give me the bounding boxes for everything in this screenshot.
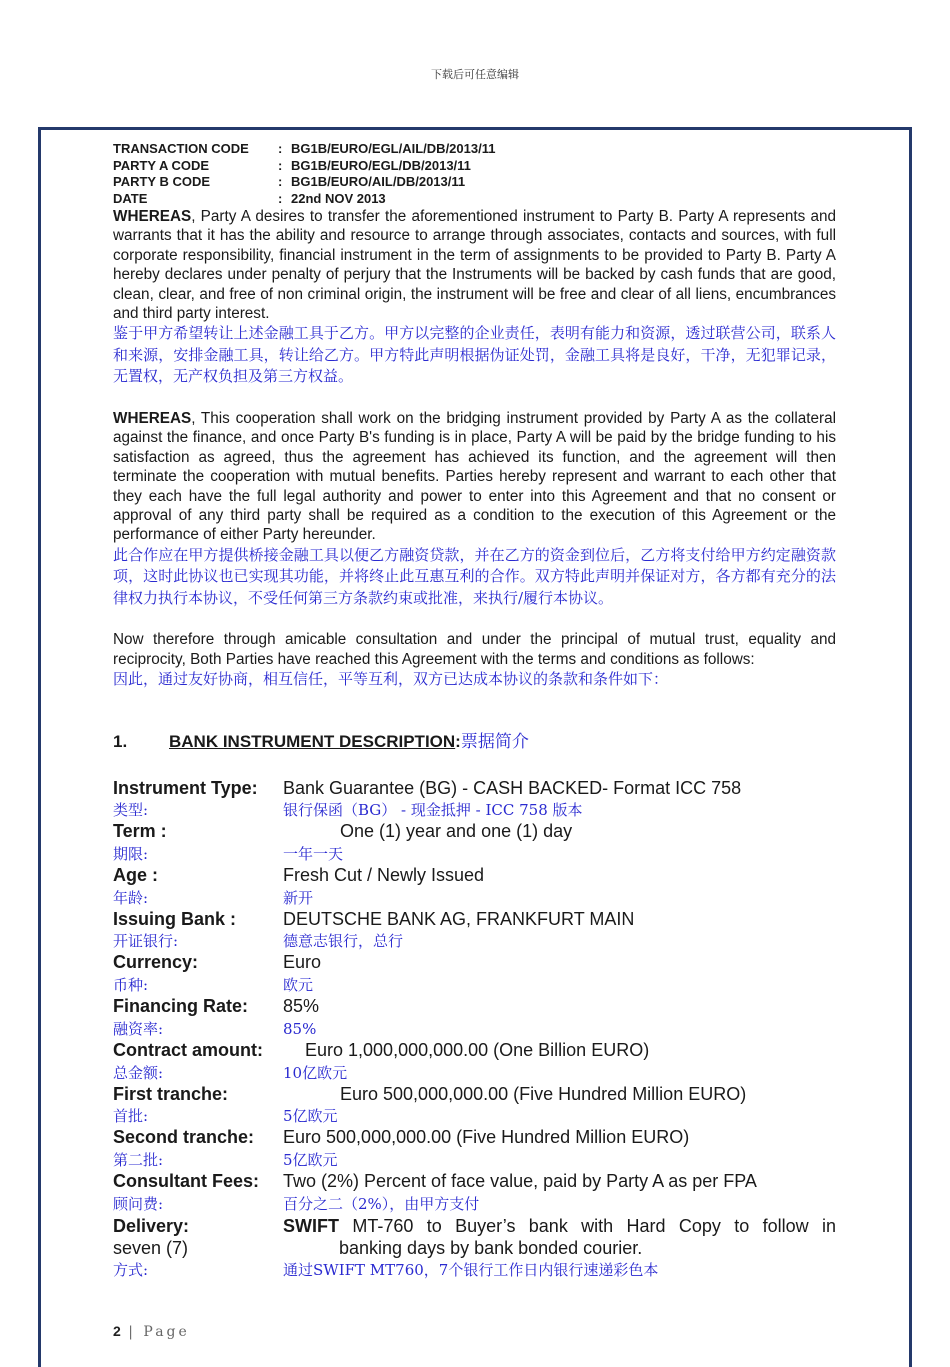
detail-row: Issuing Bank : DEUTSCHE BANK AG, FRANKFURT MAIN [113, 908, 635, 929]
therefore-paragraph-cn: 因此，通过友好协商，相互信任，平等互利，双方已达成本协议的条款和条件如下： [113, 670, 669, 689]
detail-row: First tranche: Euro 500,000,000.00 (Five Hundred Million EURO) [113, 1083, 747, 1104]
delivery-row-cn: 方式: 通过SWIFT MT760，7个银行工作日内银行速递彩色本 [113, 1260, 659, 1279]
detail-row: Financing Rate: 85% [113, 996, 320, 1017]
delivery-row-2: seven (7) banking days by bank bonded courier. [113, 1237, 643, 1258]
detail-row-cn: 类型: 银行保函（BG） - 现金抵押 - ICC 758 版本 [113, 801, 583, 820]
header-note: 下载后可任意编辑 [431, 68, 519, 81]
code-row: PARTY A CODE : BG1B/EURO/EGL/DB/2013/11 [113, 157, 471, 173]
detail-row: Contract amount: Euro 1,000,000,000.00 (One Billion EURO) [113, 1039, 650, 1060]
code-row: PARTY B CODE : BG1B/EURO/AIL/DB/2013/11 [113, 174, 466, 189]
detail-row: Consultant Fees: Two (2%) Percent of face value, paid by Party A as per FPA [113, 1170, 757, 1191]
detail-row-cn: 年龄: 新开 [113, 888, 314, 907]
whereas-paragraph-1-cn: 鉴于甲方希望转让上述金融工具于乙方。甲方以完整的企业责任，表明有能力和资源，透过联营公司，联系人和来源，安排金融工具，转让给乙方。甲方特此声明根据伪证处罚，金融工具将是良好，干净，无犯罪记录，无置权，无产权负担及第三方权益。 [113, 324, 836, 386]
detail-row-cn: 融资率: 85% [113, 1019, 317, 1038]
whereas-paragraph-2: WHEREAS, This cooperation shall work on the bridging instrument provided by Party A as the collateral against the finance, and once Party B's funding is in place, Party A will be paid by the bridge funding to his satisfaction as agreed, thus the agreement has achieved its function, and the agreement will then terminate the cooperation with mutual benefits. Parties hereby represent and warrant to each other that they each have the full legal authority and power to enter into this Agreement and that no consent or approval of any third party shall be required as a condition to the execution of this Agreement or the performance of either Party hereunder. [113, 409, 836, 544]
code-block [113, 141, 836, 207]
detail-row-cn: 期限: 一年一天 [113, 845, 344, 863]
detail-row: Second tranche: Euro 500,000,000.00 (Five Hundred Million EURO) [113, 1127, 690, 1148]
whereas-paragraph-1: WHEREAS, Party A desires to transfer the aforementioned instrument to Party B. Party A represents and warrants that it has the ability and resource to arrange through associates, contacts and sources, with full corporate responsibility, financial instrument in the term of assignments to be provided to Party B. Party A hereby declares under penalty of perjury that the Instruments will be backed by cash funds that are good, clean, clear, and free of non criminal origin, the instrument will be free and clear of all liens, encumbrances and third party interest. [113, 208, 836, 323]
detail-row: Instrument Type: Bank Guarantee (BG) - CASH BACKED- Format ICC 758 [113, 777, 742, 798]
detail-row-cn: 第二批: 5亿欧元 [113, 1150, 338, 1169]
section-heading: 1. BANK INSTRUMENT DESCRIPTION : 票据简介 [113, 731, 529, 752]
instrument-details [113, 778, 836, 1281]
detail-row-cn: 顾问费: 百分之二（2%），由甲方支付 [113, 1194, 480, 1213]
code-row: DATE : 22nd NOV 2013 [113, 190, 386, 206]
detail-row: Currency: Euro [113, 952, 322, 973]
document-body [113, 141, 836, 1281]
detail-row-cn: 首批: 5亿欧元 [113, 1107, 338, 1126]
therefore-paragraph: Now therefore through amicable consultation and under the principal of mutual trust, equality and reciprocity, Both Parties have reached this Agreement with the terms and conditions as follows: [113, 631, 836, 668]
detail-row-cn: 总金额: 10亿欧元 [113, 1063, 348, 1082]
detail-row: Age : Fresh Cut / Newly Issued [113, 865, 485, 885]
detail-row-cn: 开证银行: 德意志银行，总行 [113, 932, 404, 951]
code-row: TRANSACTION CODE : BG1B/EURO/EGL/AIL/DB/2013/11 [113, 141, 496, 156]
whereas-paragraph-2-cn: 此合作应在甲方提供桥接金融工具以便乙方融资贷款，并在乙方的资金到位后，乙方将支付给甲方约定融资款项，这时此协议也已实现其功能，并将终止此互惠互利的合作。双方特此声明并保证对方，各方都有充分的法律权力执行本协议，不受任何第三方条款约束或批准，来执行/履行本协议。 [113, 545, 836, 607]
delivery-row: Delivery: SWIFT MT-760 to Buyer’s bank with Hard Copy to follow in [113, 1215, 836, 1236]
detail-row: Term : One (1) year and one (1) day [113, 821, 573, 842]
page-footer: 2 | Page [113, 1323, 190, 1340]
detail-row-cn: 币种: 欧元 [113, 976, 314, 995]
